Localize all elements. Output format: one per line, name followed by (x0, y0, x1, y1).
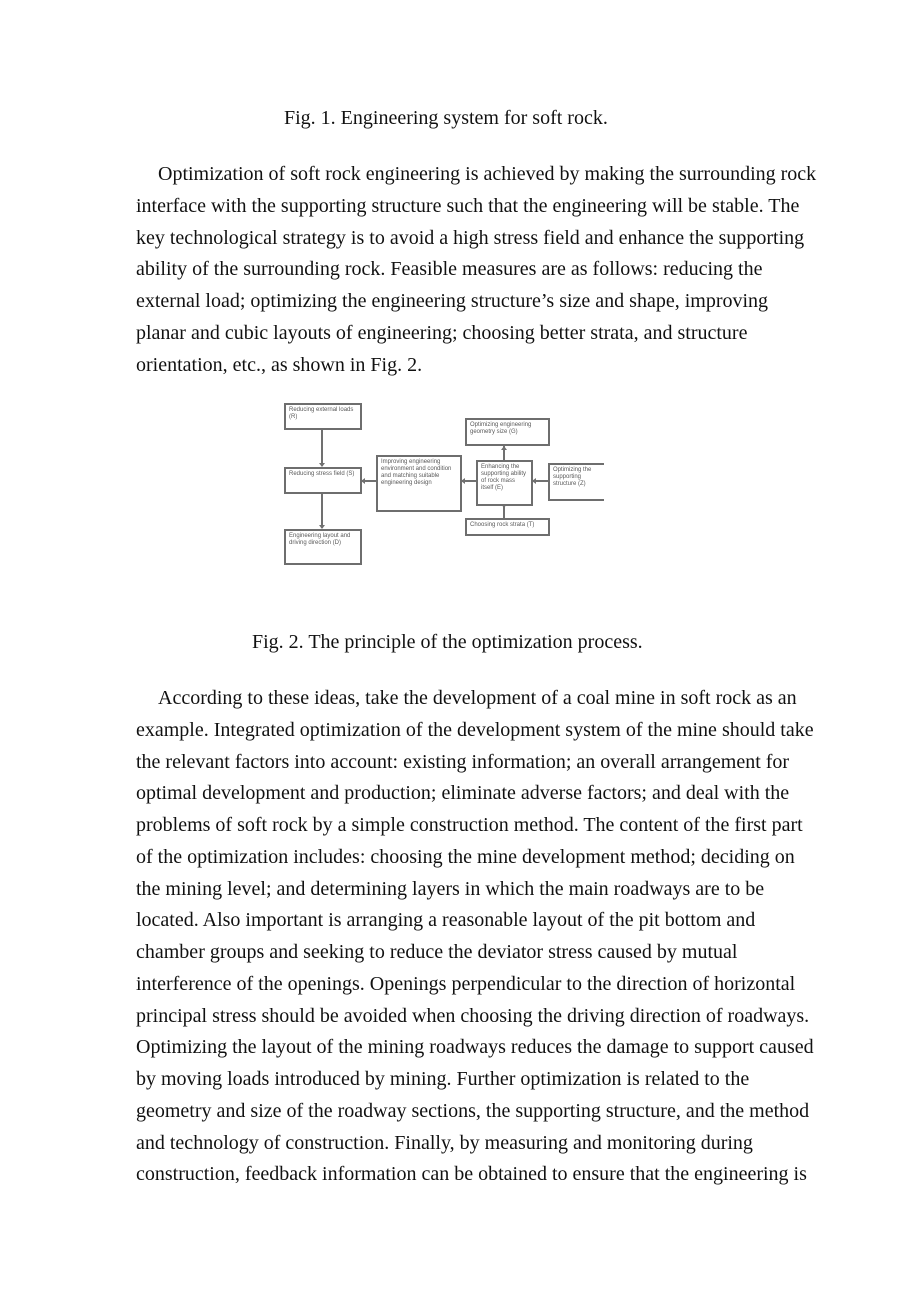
box-reduce-external-load: Reducing external loads (R) (284, 403, 362, 430)
paragraph-line: problems of soft rock by a simple construction method. The content of the first part (136, 814, 803, 836)
paragraph-line: chamber groups and seeking to reduce the deviator stress caused by mutual (136, 941, 738, 963)
paragraph-line: key technological strategy is to avoid a high stress field and enhance the supporting (136, 226, 805, 249)
paragraph-line: the relevant factors into account: existing information; an overall arrangement for (136, 750, 790, 773)
figure-1-caption-text: Fig. 1. Engineering system for soft rock. (284, 107, 608, 129)
paragraph-line: Optimization of soft rock engineering is achieved by making the surrounding rock (158, 163, 817, 185)
paragraph-line: construction, feedback information can be obtained to ensure that the engineering is (136, 1163, 807, 1186)
box-layout-orientation: Engineering layout and driving direction (D) (284, 529, 362, 565)
paragraph-line: ability of the surrounding rock. Feasible measures are as follows: reducing the (136, 258, 763, 281)
paragraph-line: geometry and size of the roadway sections, the supporting structure, and the method (136, 1099, 810, 1122)
paragraph-line: orientation, etc., as shown in Fig. 2. (136, 353, 423, 376)
paragraph-line: example. Integrated optimization of the development system of the mine should take (136, 718, 814, 741)
box-reduce-stress-field: Reducing stress field (S) (284, 467, 362, 494)
box-enhance-supporting: Enhancing the supporting ability of rock mass itself (E) (476, 460, 533, 506)
paragraph-line: According to these ideas, take the development of a coal mine in soft rock as an (158, 687, 797, 709)
connector-line (321, 494, 323, 528)
arrow-up-icon (501, 446, 507, 450)
paragraph-line: Optimizing the layout of the mining roadways reduces the damage to support caused (136, 1036, 814, 1059)
paragraph-line: principal stress should be avoided when choosing the driving direction of roadways. (136, 1004, 810, 1027)
paragraph-line: and technology of construction. Finally, by measuring and monitoring during (136, 1131, 753, 1154)
box-optimize-structure: Optimizing the supporting structure (Z) (548, 463, 604, 501)
paragraph-line: interference of the openings. Openings perpendicular to the direction of horizontal (136, 972, 796, 995)
paragraph-optimization (136, 159, 858, 381)
figure-2-caption-text: Fig. 2. The principle of the optimization process. (252, 631, 643, 653)
paragraph-line: by moving loads introduced by mining. Further optimization is related to the (136, 1068, 750, 1090)
paragraph-line: of the optimization includes: choosing the mine development method; deciding on (136, 845, 795, 868)
paragraph-line: interface with the supporting structure such that the engineering will be stable. The (136, 194, 800, 217)
paragraph-line: planar and cubic layouts of engineering; choosing better strata, and structure (136, 321, 748, 344)
paragraph-line: optimal development and production; eliminate adverse factors; and deal with the (136, 782, 790, 805)
paragraph-development (136, 683, 858, 1191)
paragraph-line: located. Also important is arranging a reasonable layout of the pit bottom and (136, 909, 756, 932)
box-optimize-geometry: Optimizing engineering geometry size (G) (465, 418, 550, 446)
optimization-process-diagram (282, 400, 604, 568)
connector-line (321, 430, 323, 466)
box-improve-environment: Improving engineering environment and condition and matching suitable engineering design (376, 455, 462, 512)
paragraph-line: the mining level; and determining layers in which the main roadways are to be (136, 877, 765, 900)
box-choose-strata: Choosing rock strata (T) (465, 518, 550, 536)
paragraph-line: external load; optimizing the engineering structure’s size and shape, improving (136, 290, 769, 312)
